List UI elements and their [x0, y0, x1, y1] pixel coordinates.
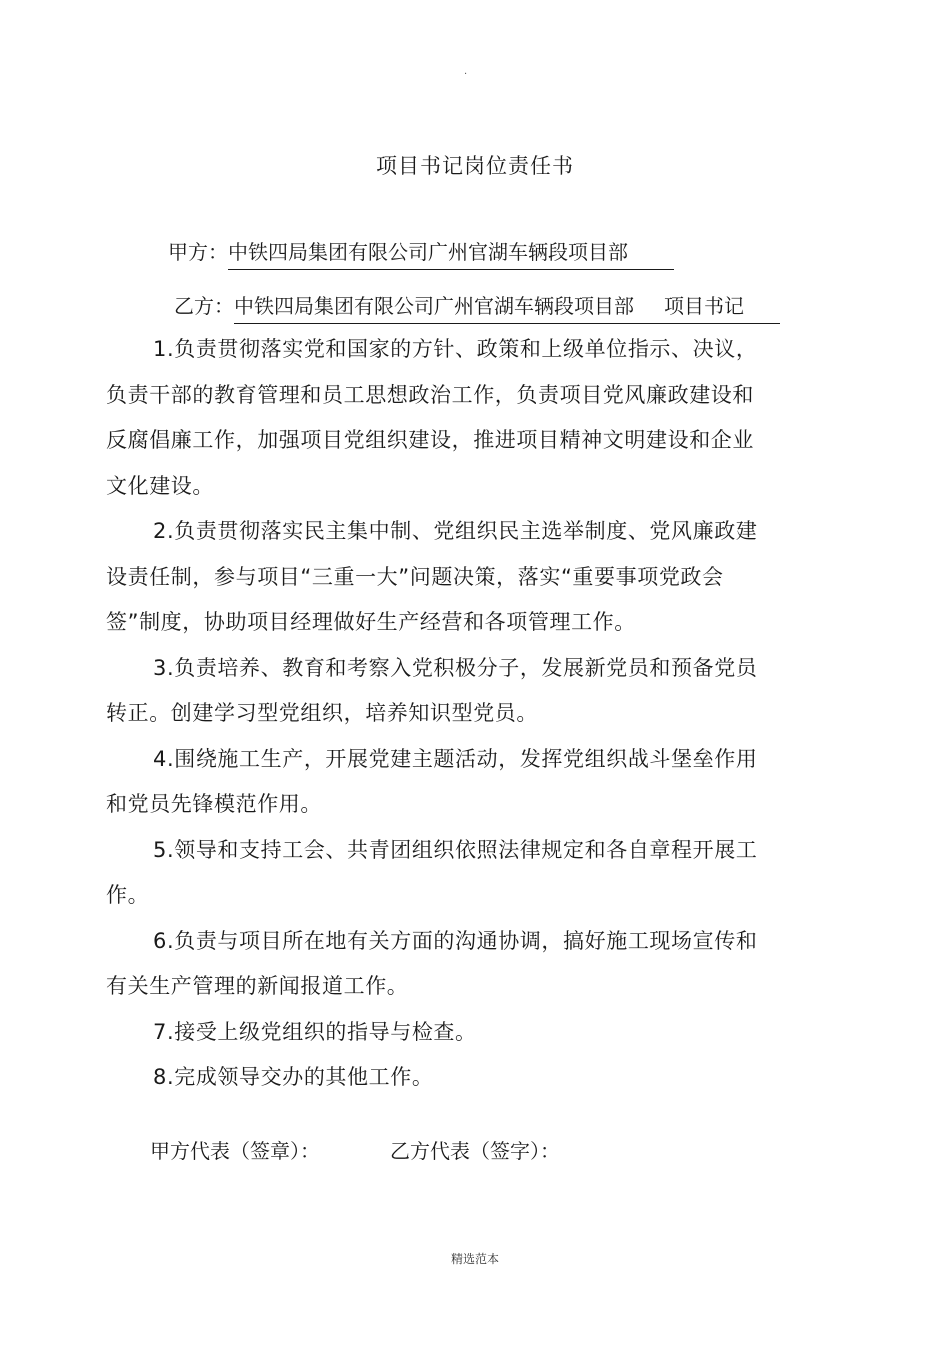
clause-3: 3.负责培养、教育和考察入党积极分子，发展新党员和预备党员转正。创建学习型党组织，培养知识型党员。	[106, 655, 758, 725]
party-b-label: 乙方：	[174, 294, 234, 318]
clause-7: 7.接受上级党组织的指导与检查。	[153, 1019, 477, 1044]
clause-2: 2.负责贯彻落实民主集中制、党组织民主选举制度、党风廉政建设责任制，参与项目“三重一大”问题决策，落实“重要事项党政会签”制度，协助项目经理做好生产经营和各项管理工作。	[106, 519, 758, 634]
party-b-value-field	[234, 290, 780, 324]
clause-5: 5.领导和支持工会、共青团组织依照法律规定和各自章程开展工作。	[106, 837, 758, 907]
party-b-value: 中铁四局集团有限公司广州官湖车辆段项目部	[234, 294, 634, 318]
party-b-role: 项目书记	[664, 294, 744, 318]
clauses-section	[106, 327, 766, 1101]
page-footer: 精选范本	[450, 1252, 499, 1266]
clause-1: 1.负责贯彻落实党和国家的方针、政策和上级单位指示、决议，负责干部的教育管理和员工思想政治工作，负责项目党风廉政建设和反腐倡廉工作，加强项目党组织建设，推进项目精神文明建设和企业文化建设。	[106, 337, 758, 498]
clause-6: 6.负责与项目所在地有关方面的沟通协调，搞好施工现场宣传和有关生产管理的新闻报道工作。	[106, 928, 758, 998]
party-b-line	[174, 290, 780, 324]
party-b-signature-label: 乙方代表（签字）：	[390, 1139, 560, 1163]
document-title: 项目书记岗位责任书	[376, 154, 574, 178]
party-a-value: 中铁四局集团有限公司广州官湖车辆段项目部	[228, 236, 674, 270]
party-a-label: 甲方：	[168, 240, 228, 264]
page-top-mark: .	[464, 66, 468, 77]
clause-8: 8.完成领导交办的其他工作。	[153, 1065, 434, 1089]
party-a-signature-label: 甲方代表（签章）：	[150, 1139, 320, 1163]
party-a-line	[168, 236, 674, 270]
signature-row	[150, 1135, 560, 1164]
clause-4: 4.围绕施工生产，开展党建主题活动，发挥党组织战斗堡垒作用和党员先锋模范作用。	[106, 746, 758, 816]
